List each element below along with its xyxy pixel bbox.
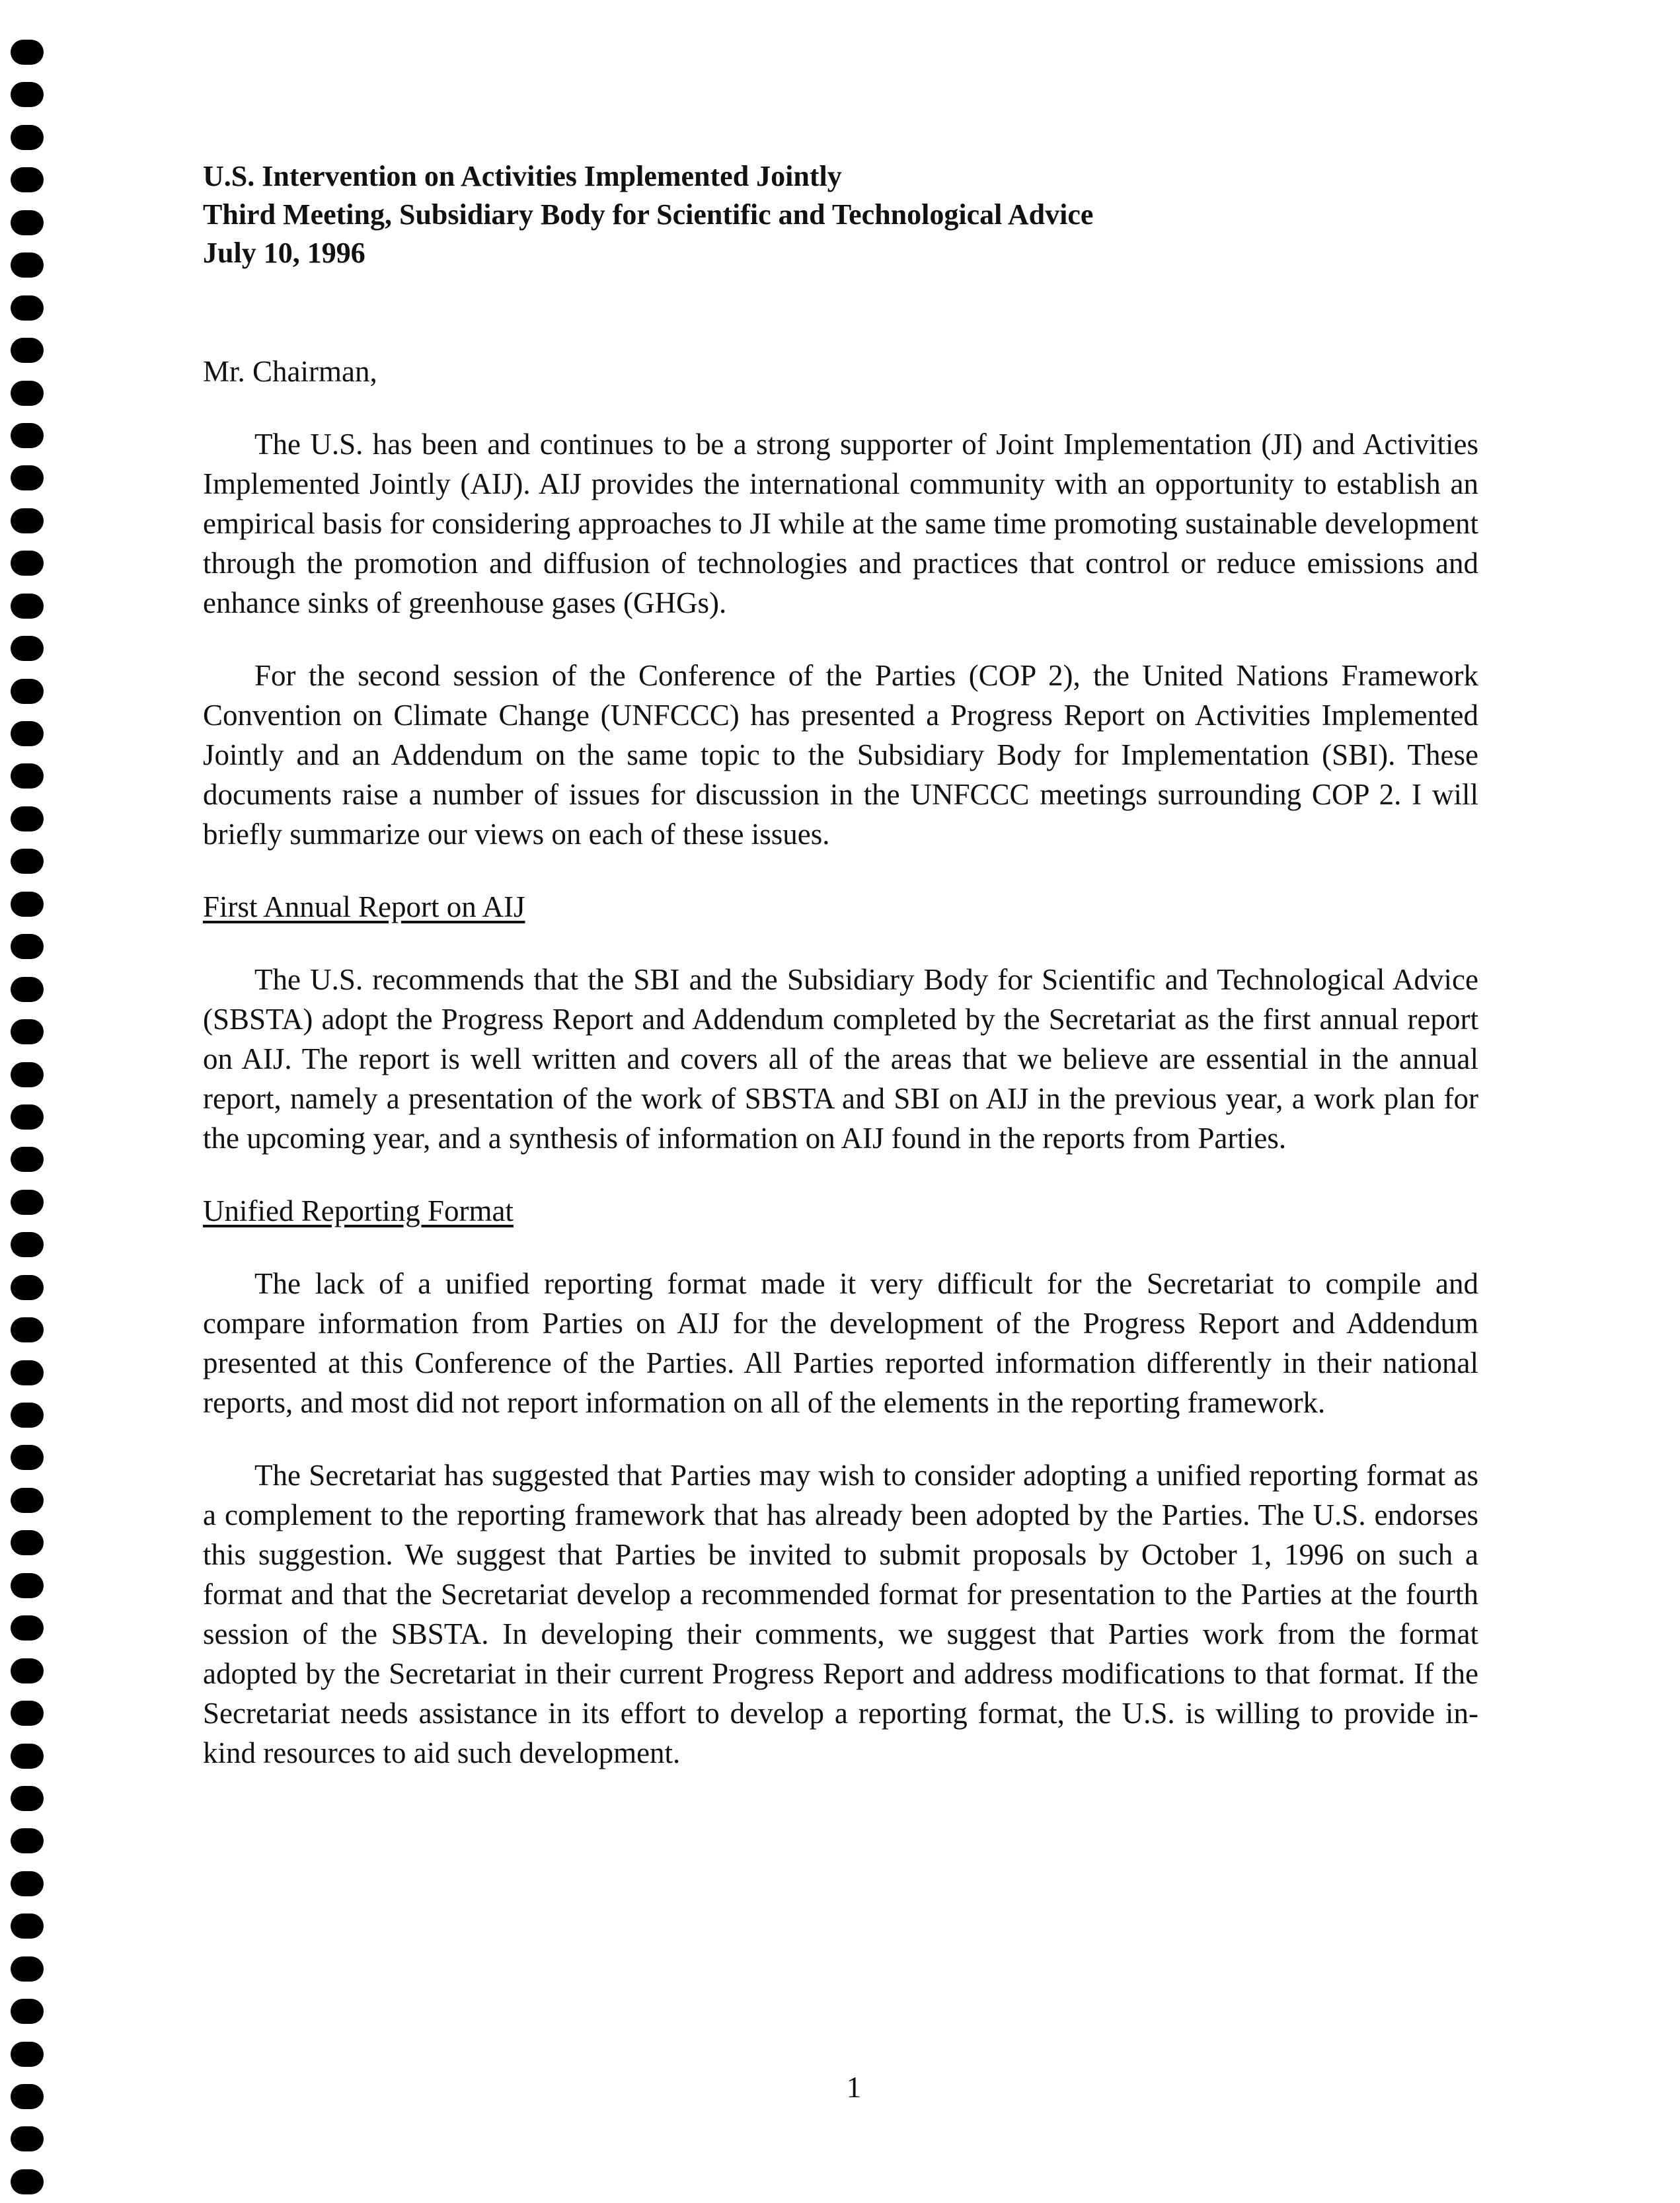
heading-meeting: Third Meeting, Subsidiary Body for Scientific and Technological Advice	[203, 198, 1094, 231]
binder-hole	[11, 1615, 44, 1641]
paragraph-reporting-format-1: The lack of a unified reporting format made it very difficult for the Secretariat to compile and compare information from Parties on AIJ for the development of the Progress Report and Addendum presented at this Conference of the Parties. All Parties reported information differently in their national reports, and most did not report information on all of the elements in the reporting framework.	[203, 1267, 1478, 1419]
binder-hole	[11, 1232, 44, 1257]
document-body	[203, 157, 1478, 1802]
binder-hole	[11, 210, 44, 235]
binder-hole	[11, 1744, 44, 1769]
binder-hole	[11, 338, 44, 363]
binder-hole	[11, 1488, 44, 1513]
binder-hole	[11, 1190, 44, 1215]
paragraph-cop2: For the second session of the Conference of the Parties (COP 2), the United Nations Framework Convention on Climate Change (UNFCCC) has presented a Progress Report on Activities Implemented Jointly and an Addendum on the same topic to the Subsidiary Body for Implementation (SBI). These documents raise a number of issues for discussion in the UNFCCC meetings surrounding COP 2. I will briefly summarize our views on each of these issues.	[203, 659, 1478, 851]
binder-hole	[11, 1062, 44, 1087]
binder-hole	[11, 1403, 44, 1428]
binder-hole	[11, 2169, 44, 2194]
binder-hole	[11, 1913, 44, 1939]
binder-hole	[11, 1701, 44, 1726]
binder-hole	[11, 721, 44, 746]
binder-hole	[11, 849, 44, 874]
binder-hole	[11, 1658, 44, 1683]
binder-hole	[11, 1147, 44, 1172]
binder-hole	[11, 1104, 44, 1130]
binder-hole	[11, 1445, 44, 1470]
binder-hole	[11, 423, 44, 448]
binder-hole	[11, 1573, 44, 1598]
binder-hole	[11, 1019, 44, 1044]
binder-hole	[11, 551, 44, 576]
binder-hole	[11, 977, 44, 1002]
binder-hole	[11, 892, 44, 917]
binder-hole	[11, 381, 44, 406]
binder-hole	[11, 1871, 44, 1896]
binder-hole	[11, 1360, 44, 1385]
binder-hole	[11, 594, 44, 619]
binder-hole	[11, 679, 44, 704]
section-heading-annual-report: First Annual Report on AIJ	[203, 890, 525, 923]
binder-hole	[11, 1956, 44, 1982]
binder-hole	[11, 934, 44, 959]
binder-hole	[11, 1317, 44, 1342]
paragraph-reporting-format-2: The Secretariat has suggested that Parties may wish to consider adopting a unified reporting format as a complement to the reporting framework that has already been adopted by the Parties. The U.S. endorses this suggestion. We suggest that Parties be invited to submit proposals by October 1, 1996 on such a format and that the Secretariat develop a recommended format for presentation to the Parties at the fourth session of the SBSTA. In developing their comments, we suggest that Parties work from the format adopted by the Secretariat in their current Progress Report and address modifications to that format. If the Secretariat needs assistance in its effort to develop a reporting format, the U.S. is willing to provide in-kind resources to aid such development.	[203, 1459, 1478, 1769]
salutation: Mr. Chairman,	[203, 355, 377, 388]
binder-hole	[11, 252, 44, 278]
heading-date: July 10, 1996	[203, 237, 365, 269]
binder-hole	[11, 636, 44, 661]
binder-hole	[11, 167, 44, 192]
binder-hole	[11, 1999, 44, 2024]
binder-hole	[11, 2042, 44, 2067]
heading-title: U.S. Intervention on Activities Implemented Jointly	[203, 160, 842, 192]
binder-hole	[11, 125, 44, 150]
paragraph-intro: The U.S. has been and continues to be a strong supporter of Joint Implementation (JI) and Activities Implemented Jointly (AIJ). AIJ provides the international community with an opportunity to establish an empirical basis for considering approaches to JI while at the same time promoting sustainable development through the promotion and diffusion of technologies and practices that control or reduce emissions and enhance sinks of greenhouse gases (GHGs).	[203, 428, 1478, 619]
binder-hole	[11, 763, 44, 789]
binder-hole	[11, 82, 44, 107]
section-heading-reporting-format: Unified Reporting Format	[203, 1194, 514, 1227]
binder-hole	[11, 40, 44, 65]
binder-hole	[11, 2084, 44, 2109]
binder-hole	[11, 2126, 44, 2151]
binder-hole	[11, 806, 44, 831]
binder-holes	[11, 40, 48, 2194]
document-heading	[203, 157, 1478, 272]
binder-hole	[11, 465, 44, 490]
binder-hole	[11, 508, 44, 533]
page-number: 1	[846, 2071, 862, 2104]
binder-hole	[11, 1275, 44, 1300]
binder-hole	[11, 1828, 44, 1853]
paragraph-annual-report: The U.S. recommends that the SBI and the Subsidiary Body for Scientific and Technological Advice (SBSTA) adopt the Progress Report and Addendum completed by the Secretariat as the first annual report on AIJ. The report is well written and covers all of the areas that we believe are essential in the annual report, namely a presentation of the work of SBSTA and SBI on AIJ in the previous year, a work plan for the upcoming year, and a synthesis of information on AIJ found in the reports from Parties.	[203, 963, 1478, 1155]
binder-hole	[11, 1530, 44, 1555]
binder-hole	[11, 1786, 44, 1811]
binder-hole	[11, 295, 44, 321]
